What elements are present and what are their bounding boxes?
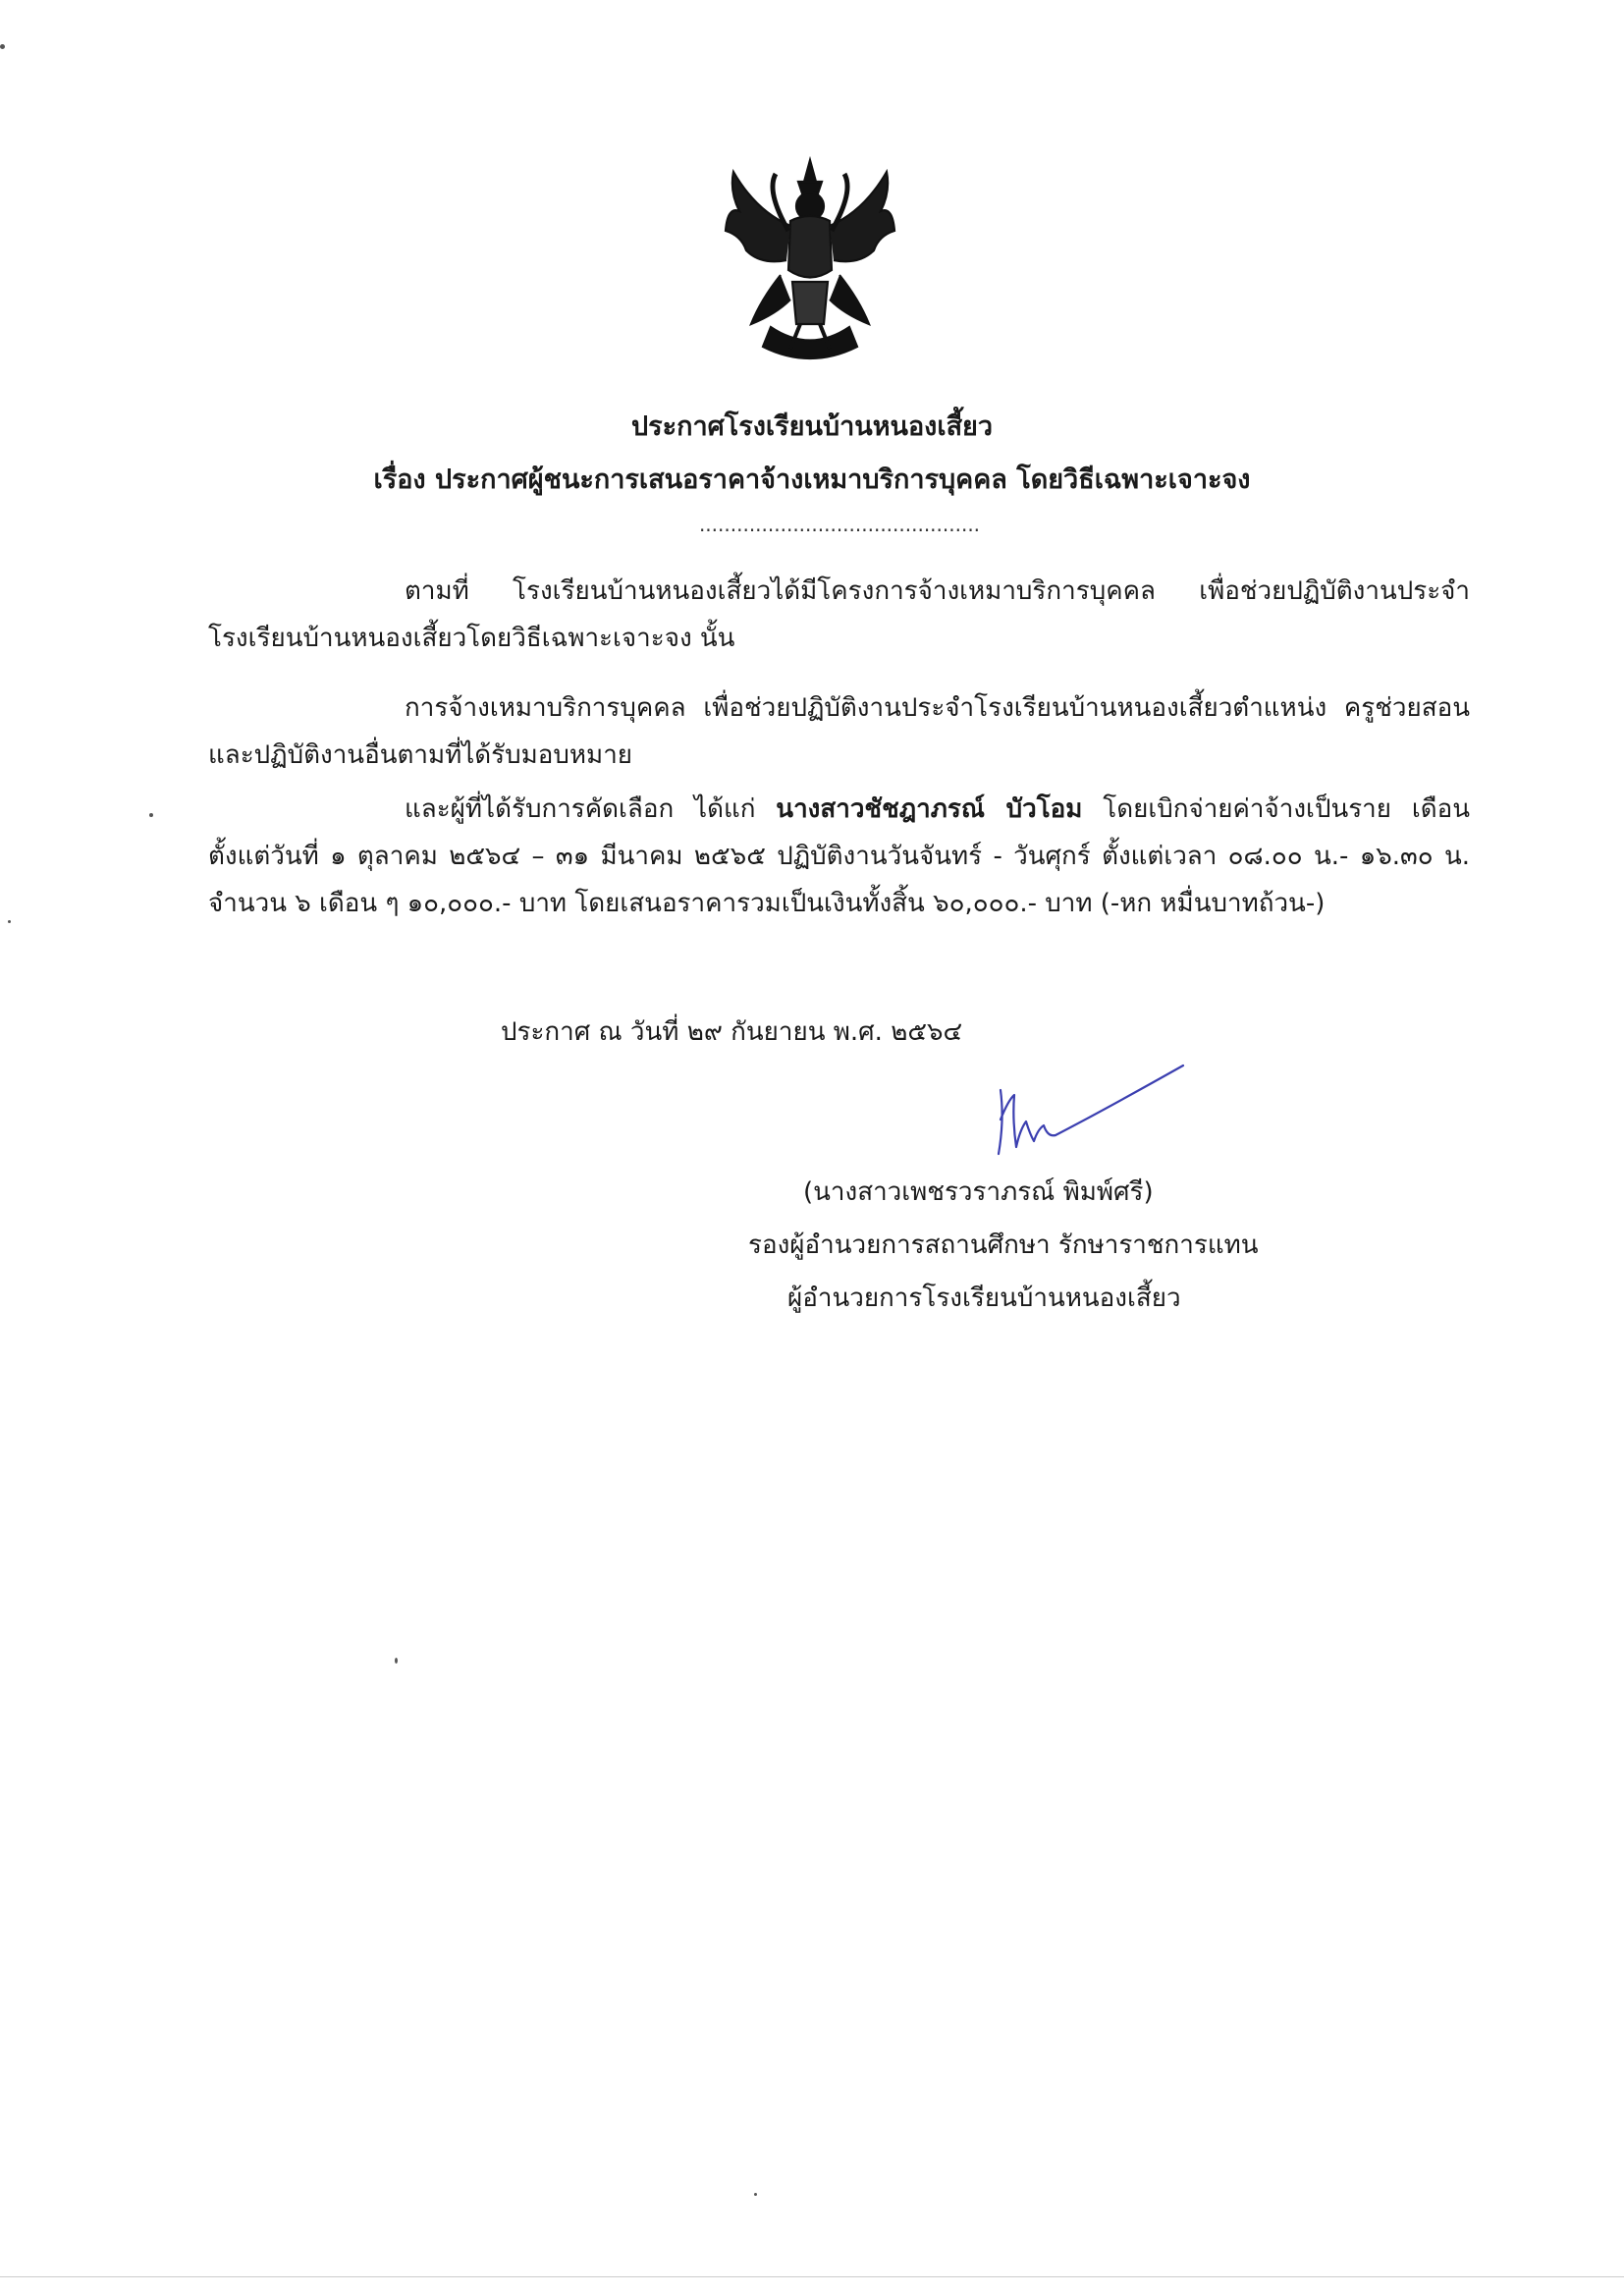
handwritten-signature [987,1061,1193,1159]
winner-name: นางสาวชัชฎาภรณ์ บัวโอม [776,794,1083,824]
scan-speck [8,920,11,923]
paragraph-2: การจ้างเหมาบริการบุคคล เพื่อช่วยปฏิบัติงานประจำโรงเรียนบ้านหนองเสี้ยวตำแหน่ง ครูช่วยสอน และปฏิบัติงานอื่นตามที่ได้รับมอบหมาย [208,693,1470,770]
dotted-divider: ............................................. [698,513,981,536]
signatory-position-2: ผู้อำนวยการโรงเรียนบ้านหนองเสี้ยว [787,1284,1181,1313]
signatory-name: (นางสาวเพชรวราภรณ์ พิมพ์ศรี) [803,1177,1154,1207]
announcement-date: ประกาศ ณ วันที่ ๒๙ กันยายน พ.ศ. ๒๕๖๔ [501,1017,963,1047]
scan-speck [149,813,153,817]
scan-speck [754,2193,757,2196]
paragraph-3-prefix: และผู้ที่ได้รับการคัดเลือก ได้แก่ [405,794,777,824]
paragraph-1: ตามที่ โรงเรียนบ้านหนองเสี้ยวได้มีโครงการจ้างเหมาบริการบุคคล เพื่อช่วยปฏิบัติงานประจำ โรงเรียนบ้านหนองเสี้ยวโดยวิธีเฉพาะเจาะจง นั้น [208,576,1470,653]
paragraph-3-suffix: โดยเบิกจ่ายค่าจ้างเป็นราย เดือน ตั้งแต่วันที่ ๑ ตุลาคม ๒๕๖๔ – ๓๑ มีนาคม ๒๕๖๕ ปฏิบัติงานวันจันทร์ - วันศุกร์ ตั้งแต่เวลา ๐๘.๐๐ น.- ๑๖.๓๐ น. จำนวน ๖ เดือน ๆ ๑๐,๐๐๐.- บาท โดยเสนอราคารวมเป็นเงินทั้งสิ้น ๖๐,๐๐๐.- บาท (-หก หมื่นบาทถ้วน-) [208,794,1470,918]
document-title: ประกาศโรงเรียนบ้านหนองเสี้ยว [630,411,994,442]
signatory-position-1: รองผู้อำนวยการสถานศึกษา รักษาราชการแทน [748,1230,1259,1260]
page-edge [0,2276,1624,2277]
scan-speck [0,44,5,49]
scan-speck [395,1658,398,1664]
paragraph-3 [208,786,1470,927]
document-subject: เรื่อง ประกาศผู้ชนะการเสนอราคาจ้างเหมาบริการบุคคล โดยวิธีเฉพาะเจาะจง [373,465,1251,495]
garuda-emblem-icon [722,152,898,368]
